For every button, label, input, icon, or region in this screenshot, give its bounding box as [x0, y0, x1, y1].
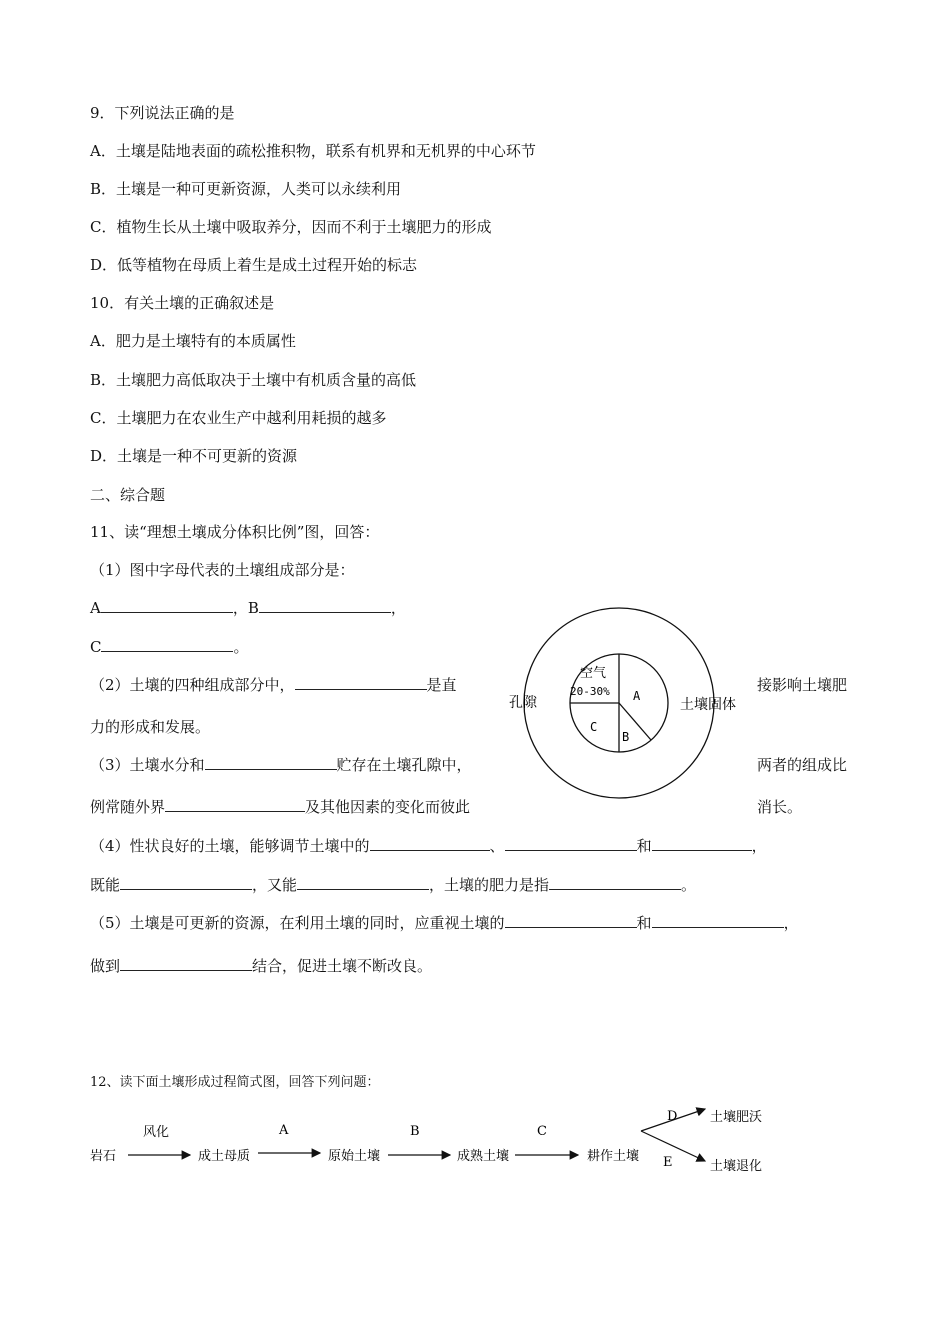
answer-blank[interactable]	[297, 875, 429, 890]
answer-blank[interactable]	[652, 913, 784, 928]
text: 既能	[90, 876, 121, 894]
text: 是直	[426, 676, 457, 694]
q12-stem: 12、读下面土壤形成过程简式图，回答下列问题：	[90, 1075, 380, 1090]
answer-blank[interactable]	[259, 598, 391, 613]
answer-blank[interactable]	[120, 956, 252, 971]
q10-stem: 10．有关土壤的正确叙述是	[90, 294, 275, 312]
text: 。	[681, 876, 697, 894]
q9-option-c: C．植物生长从土壤中吸取养分，因而不利于土壤肥力的形成	[90, 218, 492, 236]
text: 贮存在土壤孔隙中，	[336, 756, 472, 774]
node-parent-material: 成土母质	[198, 1149, 251, 1164]
air-percent-label: 20-30%	[570, 685, 610, 698]
q11-part2-cont: 力的形成和发展。	[90, 718, 211, 736]
text: ，B	[232, 599, 259, 617]
q10-option-b: B．土壤肥力高低取决于土壤中有机质含量的高低	[90, 371, 417, 389]
answer-blank[interactable]	[165, 797, 305, 812]
arrow-label-a: A	[279, 1123, 289, 1138]
q11-part1-ab-line	[90, 598, 406, 618]
node-mature-soil: 成熟土壤	[457, 1149, 510, 1164]
answer-blank[interactable]	[101, 637, 233, 652]
segment-c-label: C	[590, 720, 598, 734]
q9-option-b: B．土壤是一种可更新资源，人类可以永续利用	[90, 180, 402, 198]
node-rock: 岩石	[90, 1149, 117, 1164]
q11-part2-line	[90, 675, 457, 695]
text: ，	[390, 599, 406, 617]
q10-option-a: A．肥力是土壤特有的本质属性	[90, 332, 296, 350]
q11-part5b-line	[90, 956, 432, 976]
text: （2）土壤的四种组成部分中，	[90, 676, 295, 694]
text: 、	[489, 837, 505, 855]
pore-label: 孔隙	[509, 695, 537, 711]
answer-blank[interactable]	[549, 875, 681, 890]
text: （3）土壤水分和	[90, 756, 205, 774]
segment-b-label: B	[622, 730, 630, 744]
branch-label-d: D	[667, 1109, 678, 1124]
q11-part3b-line	[90, 797, 470, 817]
arrow-label-weathering: 风化	[143, 1125, 170, 1140]
answer-blank[interactable]	[205, 755, 337, 770]
answer-blank[interactable]	[370, 836, 490, 851]
q11-part1: （1）图中字母代表的土壤组成部分是：	[90, 561, 355, 579]
soil-formation-flowchart	[80, 1095, 800, 1195]
q11-part4-line	[90, 836, 767, 856]
q10-option-d: D．土壤是一种不可更新的资源	[90, 447, 298, 465]
text: A	[90, 599, 101, 617]
q11-part3b-right: 消长。	[757, 798, 803, 816]
branch-label-e: E	[663, 1155, 673, 1170]
q11-part1-c-line	[90, 637, 249, 657]
text: 。	[233, 638, 249, 656]
arrow-label-b: B	[410, 1124, 420, 1139]
text: 及其他因素的变化而彼此	[305, 798, 471, 816]
air-label: 空气	[580, 666, 607, 681]
node-primitive-soil: 原始土壤	[328, 1149, 381, 1164]
answer-blank[interactable]	[120, 875, 252, 890]
q9-option-a: A．土壤是陆地表面的疏松推积物，联系有机界和无机界的中心环节	[90, 142, 536, 160]
solid-label: 土壤固体	[680, 697, 736, 713]
q11-part4b-line	[90, 875, 696, 895]
answer-blank[interactable]	[505, 836, 637, 851]
q11-part5-line	[90, 913, 799, 933]
text: 结合，促进土壤不断改良。	[252, 957, 433, 975]
answer-blank[interactable]	[652, 836, 752, 851]
result-degraded: 土壤退化	[710, 1159, 763, 1174]
branch-arrow-down	[641, 1131, 705, 1161]
text: ，土壤的肥力是指	[429, 876, 550, 894]
text: ，	[783, 914, 799, 932]
node-cultivated-soil: 耕作土壤	[587, 1149, 640, 1164]
q11-part3-right: 两者的组成比	[757, 756, 848, 774]
text: （5）土壤是可更新的资源，在利用土壤的同时，应重视土壤的	[90, 914, 505, 932]
segment-a-label: A	[633, 689, 641, 703]
result-fertile: 土壤肥沃	[710, 1110, 763, 1125]
q9-stem: 9．下列说法正确的是	[90, 104, 235, 122]
q11-part3-line	[90, 755, 472, 775]
text: ，	[751, 837, 767, 855]
text: 例常随外界	[90, 798, 166, 816]
q11-stem: 11、读“理想土壤成分体积比例”图，回答：	[90, 523, 380, 541]
q10-option-c: C．土壤肥力在农业生产中越利用耗损的越多	[90, 409, 387, 427]
q11-part2-right: 接影响土壤肥	[757, 676, 848, 694]
q9-option-d: D．低等植物在母质上着生是成土过程开始的标志	[90, 256, 418, 274]
answer-blank[interactable]	[101, 598, 233, 613]
text: 做到	[90, 957, 121, 975]
text: 和	[636, 914, 652, 932]
section-heading: 二、综合题	[90, 486, 166, 504]
arrow-label-c: C	[537, 1124, 547, 1139]
soil-composition-diagram	[495, 605, 765, 815]
answer-blank[interactable]	[295, 675, 427, 690]
text: （4）性状良好的土壤，能够调节土壤中的	[90, 837, 370, 855]
text: C	[90, 638, 102, 656]
text: ，又能	[252, 876, 298, 894]
answer-blank[interactable]	[505, 913, 637, 928]
text: 和	[636, 837, 652, 855]
